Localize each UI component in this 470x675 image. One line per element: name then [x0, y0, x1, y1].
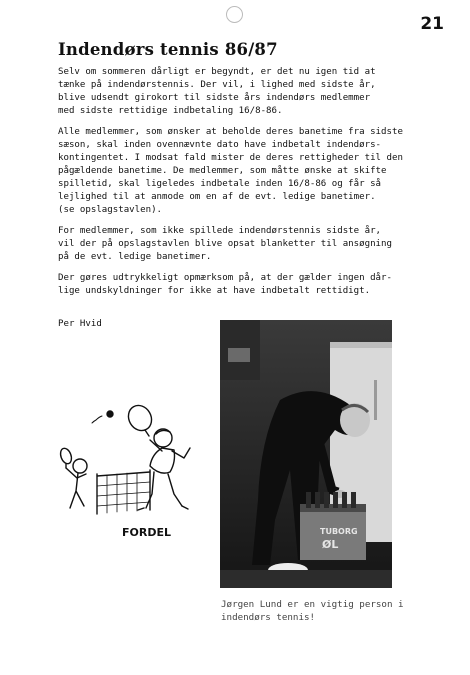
text-line: med sidste rettidige indbetaling 16/8-86.: [58, 106, 283, 116]
text-line: lejlighed til at anmode om en af de evt. ledige banetimer.: [58, 192, 376, 202]
crate-label-bottom: ØL: [322, 538, 339, 551]
crate-label-top: TUBORG: [320, 527, 358, 536]
photo: [220, 320, 392, 588]
paragraph-4: [58, 272, 420, 298]
text-line: blive udsendt girokort til sidste års indendørs medlemmer: [58, 93, 371, 103]
text-line: tænke på indendørstennis. Der vil, i lighed med sidste år,: [58, 80, 376, 90]
text-line: kontingentet. I modsat fald mister de deres rettigheder til den: [58, 153, 403, 163]
page-title: Indendørs tennis 86/87: [58, 40, 278, 59]
text-line: For medlemmer, som ikke spillede indendørstennis sidste år,: [58, 226, 382, 236]
paragraph-2: [58, 126, 420, 217]
photo-caption: [221, 598, 404, 624]
text-line: (se opslagstavlen).: [58, 205, 163, 215]
text-line: sæson, skal inden ovennævnte dato have indbetalt indendørs-: [58, 140, 382, 150]
text-line: Der gøres udtrykkeligt opmærksom på, at der gælder ingen dår-: [58, 273, 392, 283]
paragraph-3: [58, 225, 420, 264]
big-player-icon: [124, 401, 190, 510]
tennis-cartoon: [52, 396, 222, 546]
article-body: [58, 66, 420, 306]
caption-line: Jørgen Lund er en vigtig person i: [221, 599, 404, 610]
text-line: på de evt. ledige banetimer.: [58, 252, 212, 262]
text-line: vil der på opslagstavlen blive opsat blanketter til ansøgning: [58, 239, 392, 249]
text-line: spilletid, skal ligeledes indbetale inden 16/8-86 og får så: [58, 179, 382, 189]
punch-hole: [226, 6, 243, 23]
paragraph-1: [58, 66, 420, 118]
text-line: Alle medlemmer, som ønsker at beholde deres banetime fra sidste: [58, 127, 403, 137]
page-number: 21: [420, 14, 444, 34]
text-line: lige undskyldninger for ikke at have indbetalt rettidigt.: [58, 286, 371, 296]
net-icon: [97, 470, 150, 514]
ball-icon: [107, 411, 113, 417]
text-line: pågældende banetime. De medlemmer, som måtte ønske at skifte: [58, 166, 387, 176]
caption-line: indendørs tennis!: [221, 612, 316, 623]
text-line: Selv om sommeren dårligt er begyndt, er det nu igen tid at: [58, 67, 376, 77]
signature: Per Hvid: [58, 319, 102, 329]
small-player-icon: [59, 447, 87, 508]
cartoon-label: FORDEL: [122, 526, 171, 539]
